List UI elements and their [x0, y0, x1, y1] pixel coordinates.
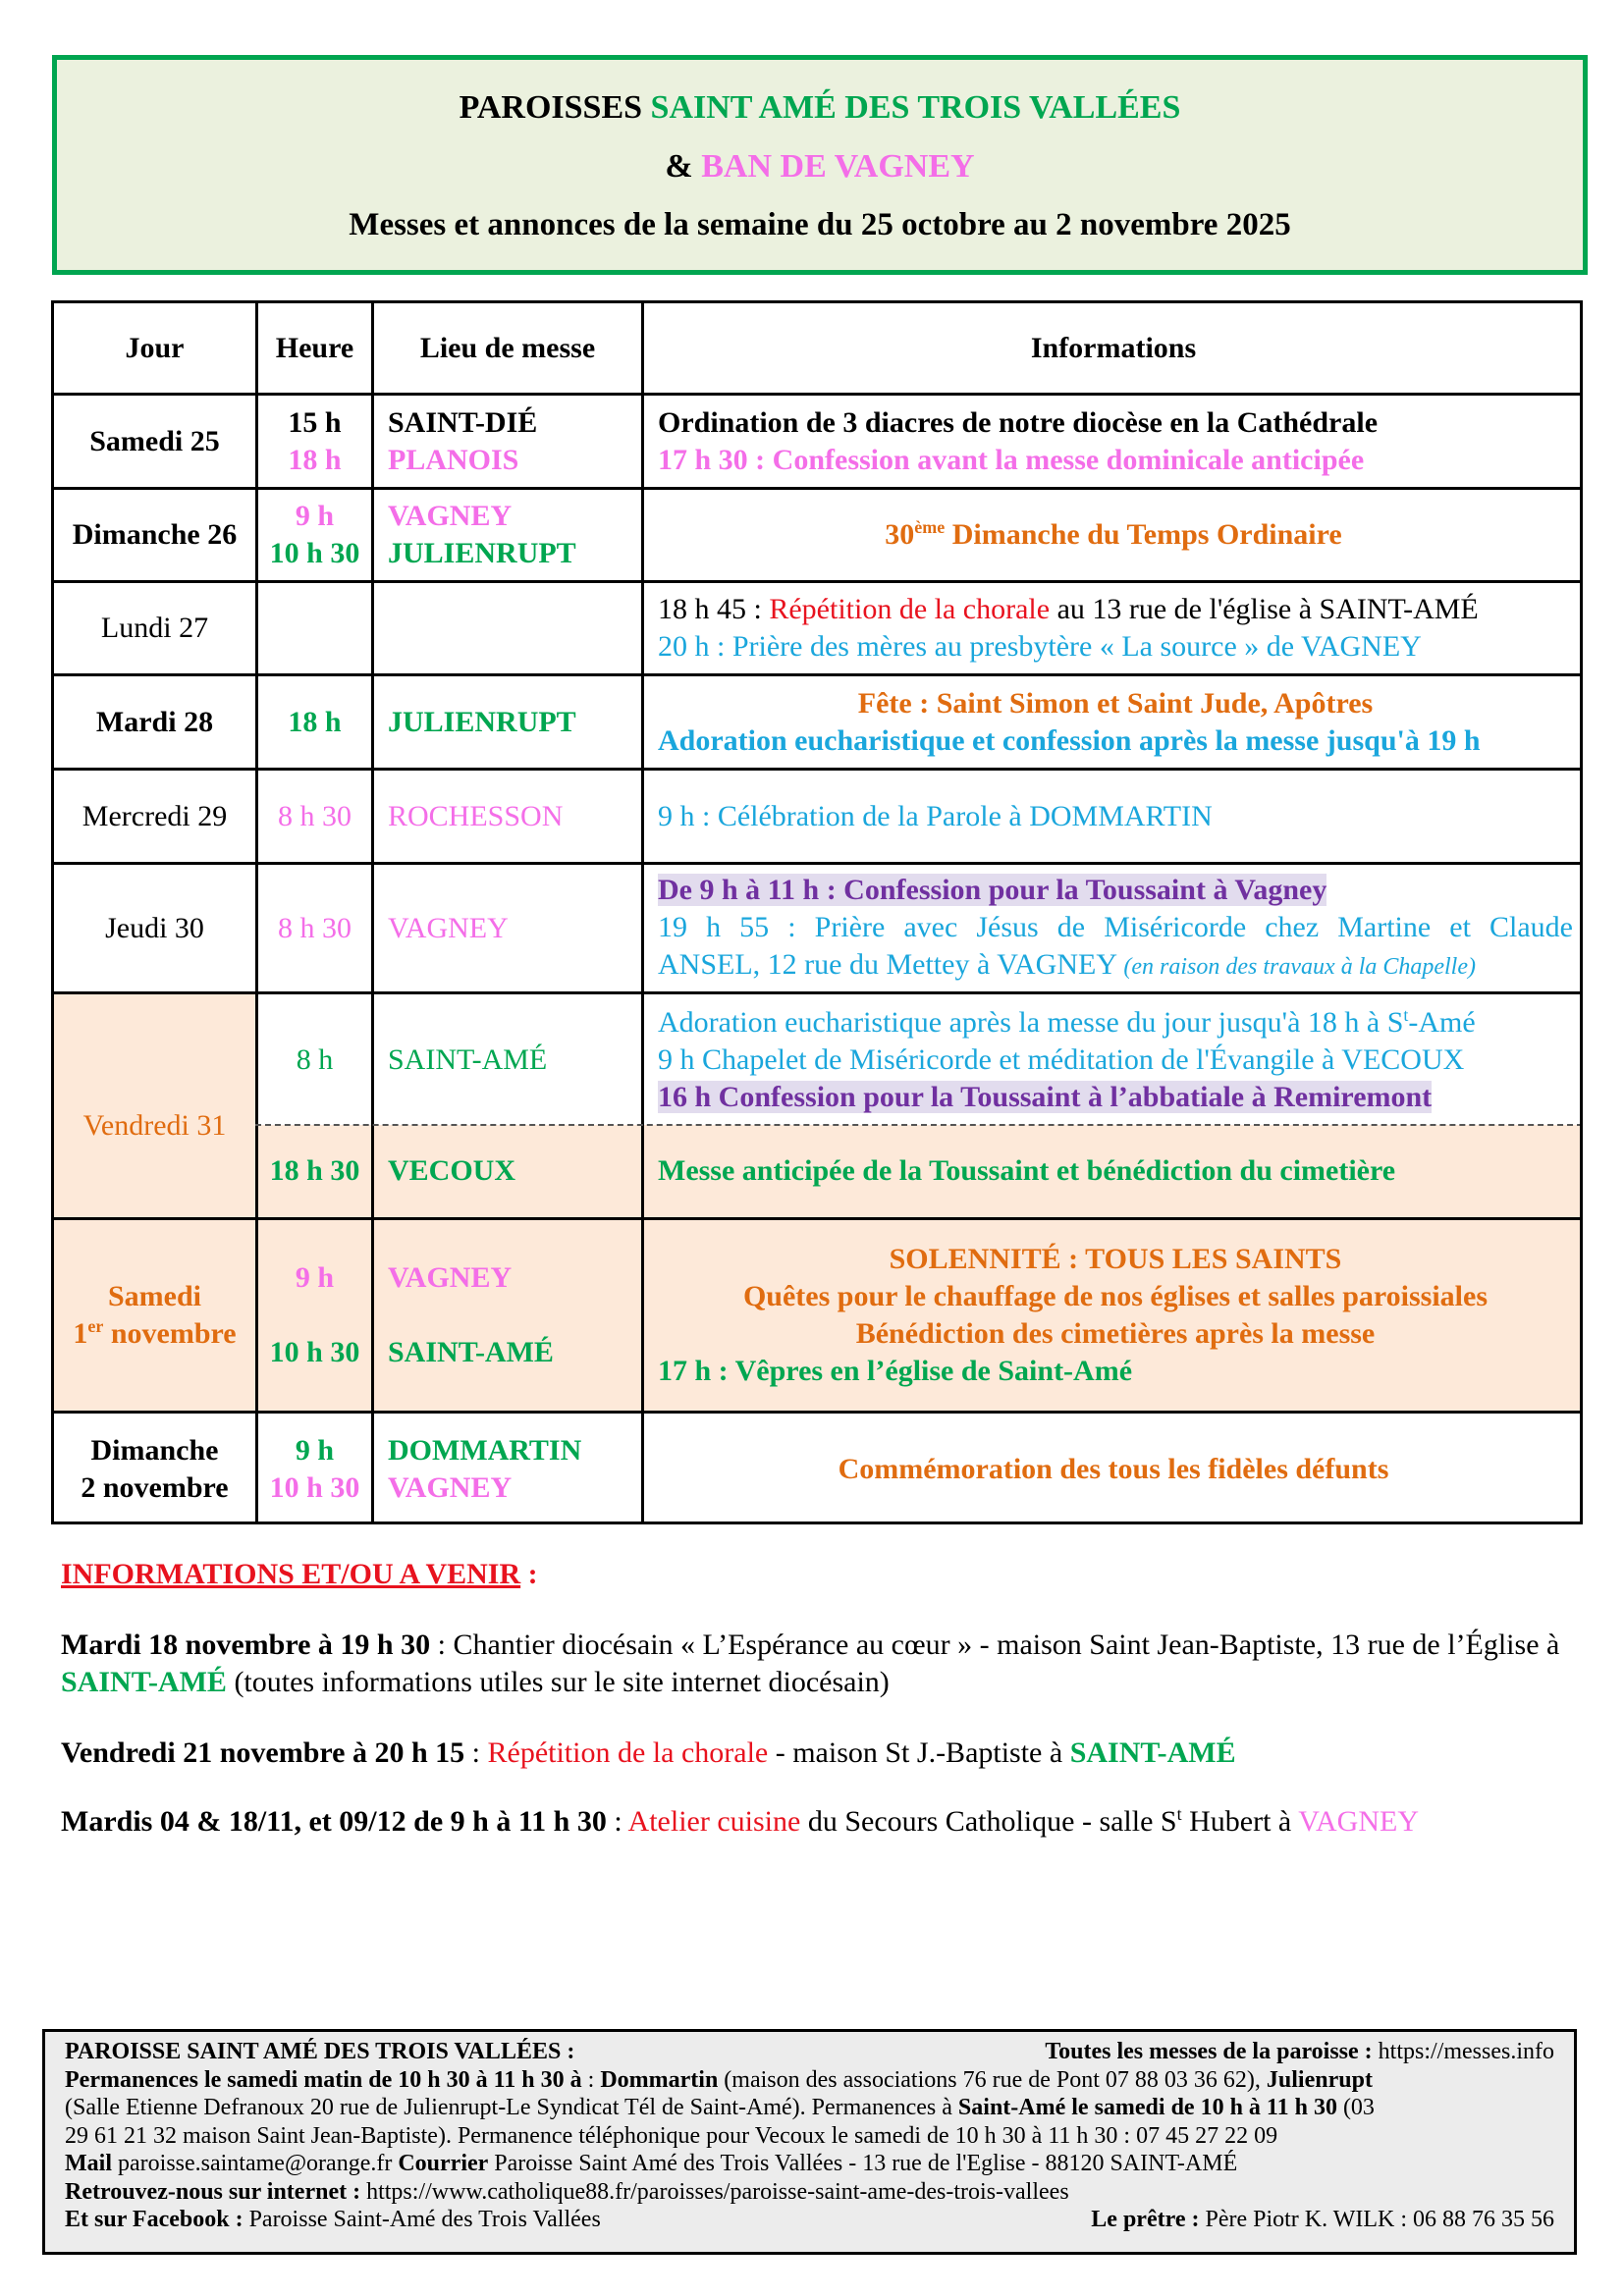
- table-row-day: Samedi 25: [51, 393, 255, 487]
- table-row-day: Mardi 28: [51, 673, 255, 768]
- upcoming-information-section: [61, 1556, 1578, 1841]
- table-row-info: 30ème Dimanche du Temps Ordinaire: [641, 487, 1583, 580]
- table-border-bottom: [51, 1522, 1583, 1524]
- parish-contact-footer: PAROISSE SAINT AMÉ DES TROIS VALLÉES : Toutes les messes de la paroisse : https://messes.info Permanences le samedi matin de 10 h 30 à 11 h 30 à : Dommartin (maison des associations 76 rue de Pont 07 88 03 36 62), Julienrupt (Salle Etienne Defranoux 20 rue de Julienrupt-Le Syndicat Tél de Saint-Amé). Permanences à Saint-Amé le samedi de 10 h à 11 h 30 (03 29 61 21 32 maison Saint Jean-Baptiste). Permanence téléphonique pour Vecoux le samedi de 10 h 30 à 11 h 30 : 07 45 27 22 09 Mail paroisse.saintame@orange.fr Courrier Paroisse Saint Amé des Trois Vallées - 13 rue de l'Eglise - 88120 SAINT-AMÉ Retrouvez-nous sur internet : https://www.catholique88.fr/paroisses/paroisse-saint-ame-des-trois-vallees Et sur Facebook : Paroisse Saint-Amé des Trois Vallées Le prêtre : Père Piotr K. WILK : 06 88 76 35 56: [42, 2029, 1577, 2255]
- info-section-heading: INFORMATIONS ET/OU A VENIR :: [61, 1558, 538, 1590]
- messes-info-link[interactable]: https://messes.info: [1372, 2039, 1554, 2064]
- table-row-times: 8 h 30: [255, 768, 371, 862]
- table-row-info: Fête : Saint Simon et Saint Jude, Apôtres Adoration eucharistique et confession après la messe jusqu'à 19 h: [641, 673, 1583, 768]
- table-row-times: 8 h 30: [255, 862, 371, 991]
- table-row-times: 18 h 30: [255, 1125, 371, 1217]
- table-row-times: 9 h 10 h 30: [255, 1217, 371, 1411]
- email-link[interactable]: paroisse.saintame@orange.fr: [112, 2151, 399, 2176]
- footer-permanences: Permanences le samedi matin de 10 h 30 à 11 h 30 à : Dommartin (maison des associations 76 rue de Pont 07 88 03 36 62), Julienrupt: [65, 2066, 1373, 2093]
- table-row-day: Vendredi 31: [51, 991, 255, 1217]
- table-row-places: DOMMARTIN VAGNEY: [371, 1411, 641, 1524]
- column-header-lieu: Lieu de messe: [371, 300, 641, 393]
- table-row-times: 9 h 10 h 30: [255, 1411, 371, 1524]
- info-item: Mardi 18 novembre à 19 h 30 : Chantier diocésain « L’Espérance au cœur » - maison Saint Jean-Baptiste, 13 rue de l’Église à SAINT-AMÉ (toutes informations utiles sur le site internet diocésain): [61, 1629, 1560, 1698]
- footer-row-title: PAROISSE SAINT AMÉ DES TROIS VALLÉES : Toutes les messes de la paroisse : https://messes.info: [65, 2039, 1554, 2064]
- table-row-info: De 9 h à 11 h : Confession pour la Toussaint à Vagney 19 h 55 : Prière avec Jésus de Miséricorde chez Martine et Claude ANSEL, 12 rue du Mettey à VAGNEY (en raison des travaux à la Chapelle): [641, 862, 1583, 991]
- table-row-times: 15 h 18 h: [255, 393, 371, 487]
- table-row-info: SOLENNITÉ : TOUS LES SAINTS Quêtes pour le chauffage de nos églises et salles paroissiales Bénédiction des cimetières après la messe 17 h : Vêpres en l’église de Saint-Amé: [641, 1217, 1583, 1411]
- column-header-heure: Heure: [255, 300, 371, 393]
- highlighted-confession-notice: De 9 h à 11 h : Confession pour la Toussaint à Vagney: [658, 873, 1327, 906]
- table-row-places: VAGNEY JULIENRUPT: [371, 487, 641, 580]
- table-border-right: [1580, 300, 1583, 1524]
- website-link[interactable]: https://www.catholique88.fr/paroisses/paroisse-saint-ame-des-trois-vallees: [360, 2178, 1069, 2205]
- table-row-info: 18 h 45 : Répétition de la chorale au 13 rue de l'église à SAINT-AMÉ 20 h : Prière des mères au presbytère « La source » de VAGNEY: [641, 580, 1583, 673]
- column-header-informations: Informations: [641, 300, 1583, 393]
- table-row-info: 9 h : Célébration de la Parole à DOMMARTIN: [641, 768, 1583, 862]
- table-row-info: Ordination de 3 diacres de notre diocèse en la Cathédrale 17 h 30 : Confession avant la messe dominicale anticipée: [641, 393, 1583, 487]
- table-row-times: 9 h 10 h 30: [255, 487, 371, 580]
- table-row-day: Dimanche 26: [51, 487, 255, 580]
- table-row-times: [255, 580, 371, 673]
- table-row-times: 8 h: [255, 991, 371, 1125]
- table-row-places: [371, 580, 641, 673]
- facebook-link[interactable]: Paroisse Saint-Amé des Trois Vallées: [243, 2207, 601, 2232]
- table-row-day: Dimanche 2 novembre: [51, 1411, 255, 1524]
- table-row-info: Commémoration des tous les fidèles défunts: [641, 1411, 1583, 1524]
- slot-divider: [255, 1124, 1583, 1126]
- table-row-info: Messe anticipée de la Toussaint et bénédiction du cimetière: [641, 1125, 1583, 1217]
- table-row-day: Lundi 27: [51, 580, 255, 673]
- header-subtitle: Messes et annonces de la semaine du 25 octobre au 2 novembre 2025: [349, 207, 1291, 242]
- table-row-day: Jeudi 30: [51, 862, 255, 991]
- table-row-info: Adoration eucharistique après la messe du jour jusqu'à 18 h à $S^t$-Amé 9 h Chapelet de Miséricorde et méditation de l'Évangile à VECOUX 16 h Confession pour la Toussaint à l’abbatiale à Remiremont: [641, 991, 1583, 1125]
- info-item: Mardis 04 & 18/11, et 09/12 de 9 h à 11 h 30 : Atelier cuisine du Secours Catholique - salle $S^t$ Hubert à VAGNEY: [61, 1804, 1420, 1838]
- table-row-places: VAGNEY SAINT-AMÉ: [371, 1217, 641, 1411]
- table-row-places: VAGNEY: [371, 862, 641, 991]
- header-title-line1: PAROISSES SAINT AMÉ DES TROIS VALLÉES: [459, 89, 1181, 126]
- table-row-places: ROCHESSON: [371, 768, 641, 862]
- choir-rehearsal-label: Répétition de la chorale: [769, 593, 1051, 625]
- table-row-times: 18 h: [255, 673, 371, 768]
- bulletin-header: [52, 55, 1588, 275]
- parish-name-saint-ame: SAINT AMÉ DES TROIS VALLÉES: [650, 89, 1181, 126]
- mass-schedule-table: [51, 300, 1583, 1524]
- highlighted-confession-notice: 16 h Confession pour la Toussaint à l’abbatiale à Remiremont: [658, 1080, 1433, 1113]
- footer-contact: Mail paroisse.saintame@orange.fr Courrier Paroisse Saint Amé des Trois Vallées - 13 rue de l'Eglise - 88120 SAINT-AMÉ: [65, 2151, 1238, 2176]
- table-row-places: SAINT-AMÉ: [371, 991, 641, 1125]
- table-row-day: Samedi 1er novembre: [51, 1217, 255, 1411]
- parish-name-ban-de-vagney: BAN DE VAGNEY: [701, 148, 975, 185]
- info-item: Vendredi 21 novembre à 20 h 15 : Répétition de la chorale - maison St J.-Baptiste à SAINT-AMÉ: [61, 1736, 1236, 1769]
- table-row-day: Mercredi 29: [51, 768, 255, 862]
- table-row-places: VECOUX: [371, 1125, 641, 1217]
- table-row-places: JULIENRUPT: [371, 673, 641, 768]
- table-row-places: SAINT-DIÉ PLANOIS: [371, 393, 641, 487]
- column-header-jour: Jour: [51, 300, 255, 393]
- header-title-line2: & BAN DE VAGNEY: [665, 148, 975, 185]
